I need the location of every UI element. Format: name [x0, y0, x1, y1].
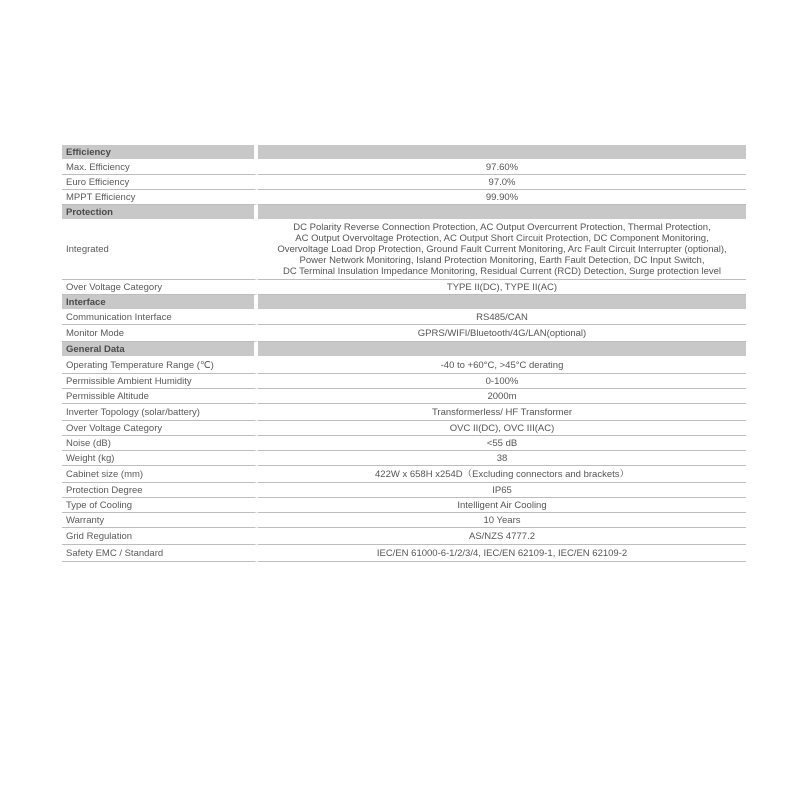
spec-label: MPPT Efficiency [62, 190, 258, 205]
table-row [62, 220, 746, 280]
spec-label: Warranty [62, 513, 258, 528]
spec-label: Euro Efficiency [62, 175, 258, 190]
table-row [62, 190, 746, 205]
table-row [62, 436, 746, 451]
section-header-protection [62, 205, 746, 220]
spec-value-line: Power Network Monitoring, Island Protection Monitoring, Earth Fault Detection, DC Input Switch, [299, 255, 705, 266]
table-row [62, 498, 746, 513]
section-value-empty [258, 205, 746, 220]
spec-label: Permissible Altitude [62, 389, 258, 404]
section-title: Interface [62, 295, 258, 310]
table-row [62, 280, 746, 295]
spec-value-line: DC Polarity Reverse Connection Protection, AC Output Overcurrent Protection, Thermal Protection, [293, 222, 711, 233]
spec-value: TYPE II(DC), TYPE II(AC) [258, 280, 746, 295]
spec-label: Weight (kg) [62, 451, 258, 466]
section-value-empty [258, 342, 746, 357]
spec-value: OVC II(DC), OVC III(AC) [258, 421, 746, 436]
section-header-interface [62, 295, 746, 310]
spec-label: Over Voltage Category [62, 280, 258, 295]
spec-value: 2000m [258, 389, 746, 404]
spec-value: 422W x 658H x254D（Excluding connectors and brackets） [258, 466, 746, 483]
table-row [62, 404, 746, 421]
table-row [62, 374, 746, 389]
section-title: Efficiency [62, 145, 258, 160]
table-row [62, 325, 746, 342]
table-row [62, 513, 746, 528]
specification-table [62, 145, 746, 562]
section-header-efficiency [62, 145, 746, 160]
section-title: Protection [62, 205, 258, 220]
spec-value: 97.0% [258, 175, 746, 190]
section-value-empty [258, 295, 746, 310]
spec-label: Noise (dB) [62, 436, 258, 451]
spec-value: -40 to +60°C, >45°C derating [258, 357, 746, 374]
table-row [62, 545, 746, 562]
spec-label: Over Voltage Category [62, 421, 258, 436]
section-title: General Data [62, 342, 258, 357]
spec-label: Cabinet size (mm) [62, 466, 258, 483]
spec-value: IEC/EN 61000-6-1/2/3/4, IEC/EN 62109-1, IEC/EN 62109-2 [258, 545, 746, 562]
spec-label: Permissible Ambient Humidity [62, 374, 258, 389]
table-row [62, 528, 746, 545]
spec-value-line: Overvoltage Load Drop Protection, Ground Fault Current Monitoring, Arc Fault Circuit Interrupter (optional), [277, 244, 727, 255]
spec-label: Max. Efficiency [62, 160, 258, 175]
table-row [62, 466, 746, 483]
table-row [62, 310, 746, 325]
spec-value-multiline [258, 220, 746, 280]
spec-value: Intelligent Air Cooling [258, 498, 746, 513]
table-row [62, 160, 746, 175]
spec-value: 10 Years [258, 513, 746, 528]
section-header-general-data [62, 342, 746, 357]
spec-value: <55 dB [258, 436, 746, 451]
table-row [62, 175, 746, 190]
spec-value: RS485/CAN [258, 310, 746, 325]
spec-label: Grid Regulation [62, 528, 258, 545]
table-row [62, 483, 746, 498]
spec-value: GPRS/WIFI/Bluetooth/4G/LAN(optional) [258, 325, 746, 342]
spec-value: IP65 [258, 483, 746, 498]
spec-label: Type of Cooling [62, 498, 258, 513]
spec-label: Safety EMC / Standard [62, 545, 258, 562]
spec-label: Communication Interface [62, 310, 258, 325]
table-row [62, 421, 746, 436]
table-row [62, 451, 746, 466]
spec-label: Monitor Mode [62, 325, 258, 342]
spec-value: 97.60% [258, 160, 746, 175]
table-row [62, 357, 746, 374]
spec-value: 38 [258, 451, 746, 466]
spec-label: Operating Temperature Range (℃) [62, 357, 258, 374]
spec-value-line: DC Terminal Insulation Impedance Monitoring, Residual Current (RCD) Detection, Surge protection level [282, 266, 722, 277]
table-row [62, 389, 746, 404]
spec-value-line: AC Output Overvoltage Protection, AC Output Short Circuit Protection, DC Component Monitoring, [295, 233, 709, 244]
spec-label: Protection Degree [62, 483, 258, 498]
section-value-empty [258, 145, 746, 160]
spec-value: Transformerless/ HF Transformer [258, 404, 746, 421]
spec-value: 0-100% [258, 374, 746, 389]
spec-value: AS/NZS 4777.2 [258, 528, 746, 545]
spec-label: Inverter Topology (solar/battery) [62, 404, 258, 421]
spec-label: Integrated [62, 220, 258, 280]
spec-value: 99.90% [258, 190, 746, 205]
